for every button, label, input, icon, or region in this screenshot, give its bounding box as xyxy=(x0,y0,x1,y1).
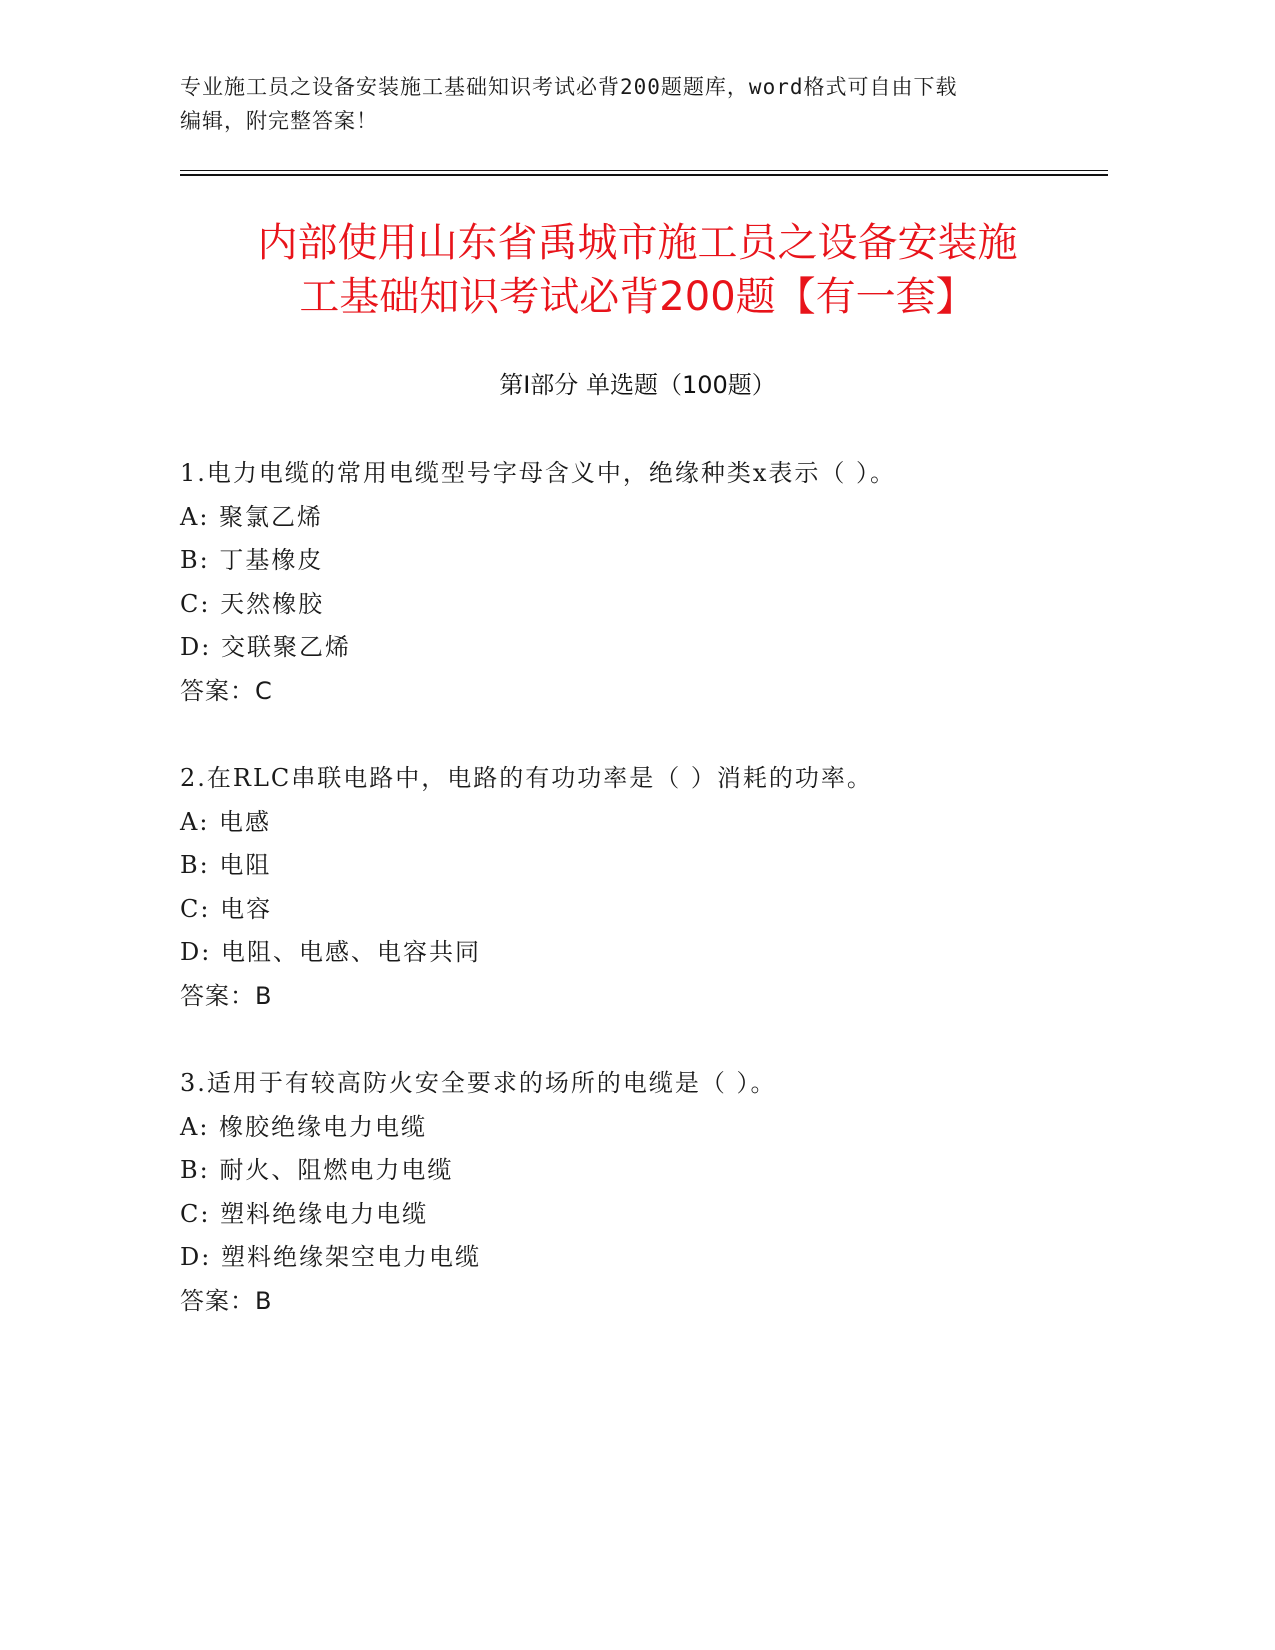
option-b: B: 丁基橡皮 xyxy=(180,546,324,574)
option-c: C: 天然橡胶 xyxy=(180,589,325,618)
question-stem: 3.适用于有较高防火安全要求的场所的电缆是（ ）。 xyxy=(180,1069,777,1097)
question-1 xyxy=(180,452,1080,713)
title-line-2: 工基础知识考试必背200题【有一套】 xyxy=(299,274,976,320)
option-d: D: 交联聚乙烯 xyxy=(180,633,351,661)
question-stem: 1.电力电缆的常用电缆型号字母含义中，绝缘种类x表示（ ）。 xyxy=(180,459,897,487)
option-a: A: 电感 xyxy=(180,807,272,836)
option-c: C: 塑料绝缘电力电缆 xyxy=(180,1199,429,1228)
document-title xyxy=(120,216,1155,324)
option-b: B: 电阻 xyxy=(180,851,272,879)
option-a: A: 橡胶绝缘电力电缆 xyxy=(180,1112,428,1141)
option-d: D: 电阻、电感、电容共同 xyxy=(180,938,481,966)
option-d: D: 塑料绝缘架空电力电缆 xyxy=(180,1243,481,1271)
question-stem: 2.在RLC串联电路中，电路的有功功率是（ ）消耗的功率。 xyxy=(180,764,873,792)
question-2 xyxy=(180,757,1080,1018)
intro-text xyxy=(180,70,1040,138)
title-line-1: 内部使用山东省禹城市施工员之设备安装施 xyxy=(257,220,1018,266)
section-title: 第Ⅰ部分 单选题（100题） xyxy=(499,371,776,399)
answer: 答案：B xyxy=(180,981,273,1010)
option-c: C: 电容 xyxy=(180,894,273,923)
header-divider-thick xyxy=(180,174,1108,176)
answer: 答案：B xyxy=(180,1286,273,1315)
answer: 答案：C xyxy=(180,676,273,705)
question-3 xyxy=(180,1062,1080,1323)
option-a: A: 聚氯乙烯 xyxy=(180,502,324,531)
intro-line-1: 专业施工员之设备安装施工基础知识考试必背200题题库，word格式可自由下载 xyxy=(180,75,958,99)
intro-line-2: 编辑，附完整答案！ xyxy=(180,109,378,133)
option-b: B: 耐火、阻燃电力电缆 xyxy=(180,1156,454,1184)
header-divider-thin xyxy=(180,170,1108,171)
